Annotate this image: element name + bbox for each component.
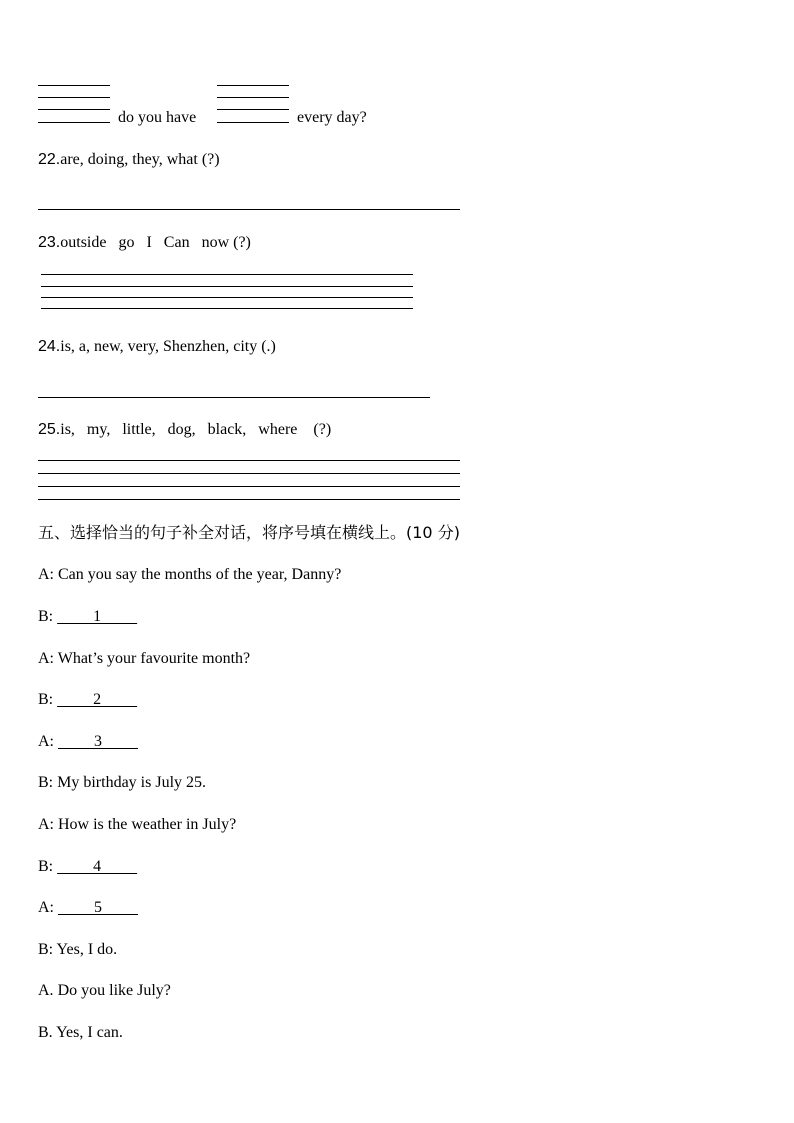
- dialogue-text: My birthday is July 25.: [57, 774, 207, 791]
- q21-blank2-line[interactable]: [217, 97, 289, 98]
- blank-underline: 3: [58, 733, 138, 750]
- dialogue-line: [38, 649, 250, 669]
- answer-line[interactable]: [38, 460, 460, 461]
- question-prompt: [38, 233, 251, 253]
- question-number: 23.: [38, 234, 61, 251]
- speaker-label: A:: [38, 816, 54, 833]
- q21-blank2-line[interactable]: [217, 85, 289, 86]
- answer-line[interactable]: [41, 286, 413, 287]
- question-number: 22.: [38, 151, 61, 168]
- dialogue-line: [38, 565, 341, 585]
- q21-blank1-line[interactable]: [38, 109, 110, 110]
- q21-mid-text: do you have: [118, 109, 197, 126]
- speaker-label: A:: [38, 566, 54, 583]
- question-prompt: [38, 337, 276, 357]
- question-words: are, doing, they, what (?): [60, 151, 220, 168]
- speaker-label: A:: [38, 733, 54, 750]
- answer-line[interactable]: [38, 473, 460, 474]
- dialogue-text: Can you say the months of the year, Danny?: [58, 566, 342, 583]
- section-title: 五、选择恰当的句子补全对话，将序号填在横线上。(10 分): [38, 523, 460, 542]
- answer-line[interactable]: [38, 209, 460, 210]
- q21-blank1-line[interactable]: [38, 85, 110, 86]
- question-words: outside go I Can now (?): [60, 234, 251, 251]
- answer-line[interactable]: [41, 308, 413, 309]
- answer-blank-4[interactable]: [57, 858, 137, 875]
- option-label: B.: [38, 1024, 53, 1041]
- answer-blank-1[interactable]: [57, 608, 137, 625]
- answer-line[interactable]: [41, 274, 413, 275]
- speaker-label: A:: [38, 899, 54, 916]
- option-text: Do you like July?: [57, 982, 171, 999]
- answer-line[interactable]: [41, 297, 413, 298]
- question-prompt: [38, 420, 331, 440]
- dialogue-line: [38, 732, 138, 752]
- answer-blank-5[interactable]: [58, 899, 138, 916]
- question-words: is, my, little, dog, black, where (?): [60, 421, 332, 438]
- answer-line[interactable]: [38, 499, 460, 500]
- dialogue-line: [38, 898, 138, 918]
- option-label: A.: [38, 982, 54, 999]
- q21-end-text: every day?: [297, 109, 367, 126]
- q21-blank1-line[interactable]: [38, 97, 110, 98]
- speaker-label: B:: [38, 774, 54, 791]
- dialogue-text: What’s your favourite month?: [57, 650, 251, 667]
- question-prompt: [38, 150, 220, 170]
- blank-underline: 5: [58, 899, 138, 916]
- dialogue-line: [38, 773, 206, 793]
- speaker-label: B:: [38, 941, 54, 958]
- option-item: [38, 1023, 123, 1043]
- answer-line[interactable]: [38, 397, 430, 398]
- question-number: 25.: [38, 421, 61, 438]
- dialogue-line: [38, 857, 137, 877]
- speaker-label: A:: [38, 650, 54, 667]
- question-words: is, a, new, very, Shenzhen, city (.): [60, 338, 276, 355]
- blank-underline: 1: [57, 608, 138, 625]
- option-text: Yes, I can.: [56, 1024, 123, 1041]
- speaker-label: B:: [38, 691, 54, 708]
- dialogue-line: [38, 815, 236, 835]
- blank-underline: 2: [57, 691, 138, 708]
- blank-underline: 4: [57, 858, 138, 875]
- dialogue-line: [38, 690, 137, 710]
- speaker-label: B:: [38, 858, 54, 875]
- speaker-label: B:: [38, 608, 54, 625]
- answer-blank-2[interactable]: [57, 691, 137, 708]
- q21-blank2-line[interactable]: [217, 109, 289, 110]
- dialogue-line: [38, 940, 117, 960]
- answer-blank-3[interactable]: [58, 733, 138, 750]
- dialogue-line: [38, 607, 137, 627]
- option-item: [38, 981, 171, 1001]
- q21-blank2-line[interactable]: [217, 122, 289, 123]
- answer-line[interactable]: [38, 486, 460, 487]
- dialogue-text: How is the weather in July?: [58, 816, 237, 833]
- q21-blank1-line[interactable]: [38, 122, 110, 123]
- dialogue-text: Yes, I do.: [56, 941, 118, 958]
- question-number: 24.: [38, 338, 61, 355]
